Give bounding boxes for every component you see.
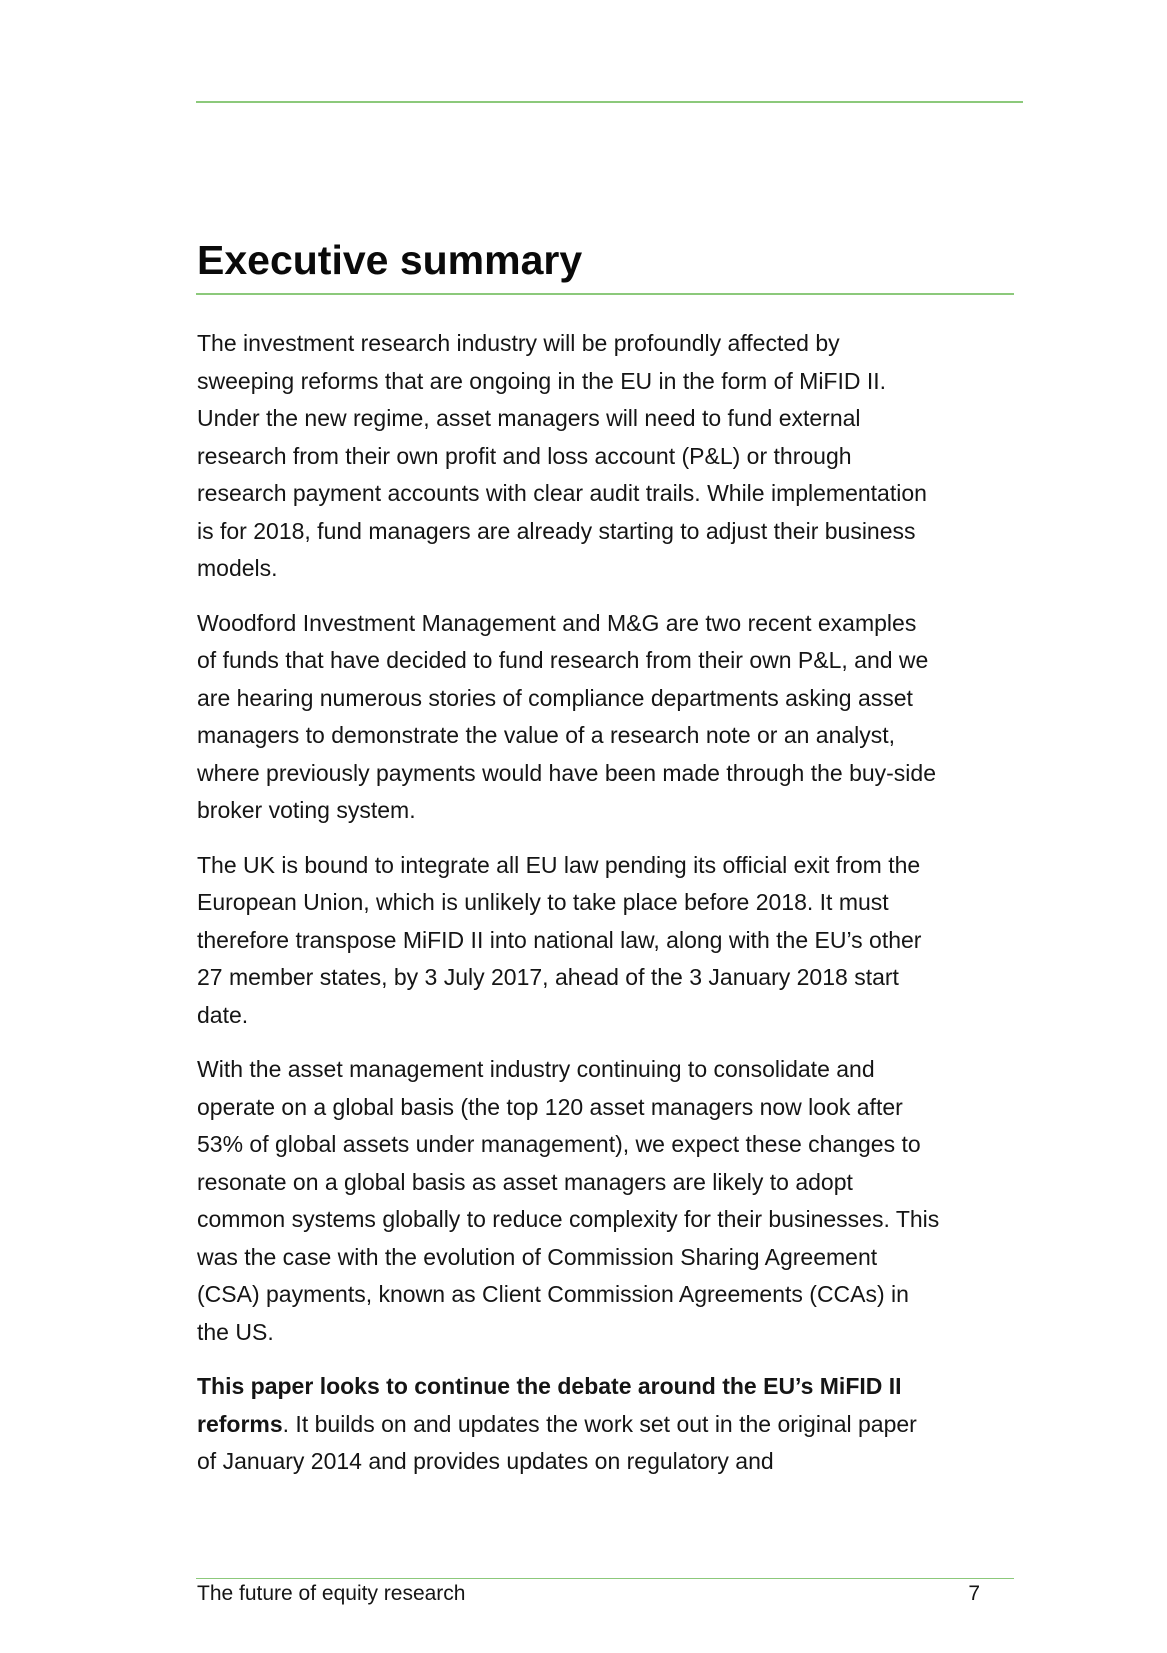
text-line: therefore transpose MiFID II into national law, along with the EU’s other — [197, 926, 922, 953]
text-line: date. — [197, 1001, 249, 1028]
text-line: research payment accounts with clear audit trails. While implementation — [197, 480, 927, 506]
paragraph-3 — [197, 847, 1037, 1035]
text-line: models. — [197, 555, 278, 581]
text-line: of funds that have decided to fund research from their own P&L, and we — [197, 647, 929, 673]
page-number: 7 — [968, 1582, 980, 1605]
text-line: was the case with the evolution of Commission Sharing Agreement — [197, 1243, 878, 1270]
heading-underline — [196, 293, 1014, 295]
text-line: 53% of global assets under management), we expect these changes to — [197, 1131, 921, 1157]
text-line: sweeping reforms that are ongoing in the EU in the form of MiFID II. — [197, 367, 887, 394]
text-line: broker voting system. — [197, 797, 416, 823]
bold-lead-text: This paper looks to continue the debate around the EU’s MiFID II — [197, 1373, 902, 1399]
text-line: is for 2018, fund managers are already starting to adjust their business — [197, 517, 916, 544]
body-text — [197, 325, 1037, 1498]
text-line: European Union, which is unlikely to take place before 2018. It must — [197, 889, 889, 915]
text-line: resonate on a global basis as asset managers are likely to adopt — [197, 1168, 853, 1195]
text-line: where previously payments would have been made through the buy-side — [197, 759, 936, 786]
text-line: (CSA) payments, known as Client Commission Agreements (CCAs) in — [197, 1281, 909, 1307]
text-line: common systems globally to reduce complexity for their businesses. This — [197, 1206, 940, 1232]
text-line: . It builds on and updates the work set out in the original paper — [282, 1410, 917, 1437]
text-line: research from their own profit and loss account (P&L) or through — [197, 442, 852, 469]
text-line: managers to demonstrate the value of a research note or an analyst, — [197, 722, 896, 748]
header-rule — [196, 101, 1023, 103]
text-line: 27 member states, by 3 July 2017, ahead of the 3 January 2018 start — [197, 964, 899, 990]
paragraph-1 — [197, 325, 1037, 588]
text-line: are hearing numerous stories of compliance departments asking asset — [197, 684, 913, 711]
paragraph-5 — [197, 1368, 1037, 1481]
text-line: The investment research industry will be profoundly affected by — [197, 330, 840, 356]
text-line: the US. — [197, 1318, 274, 1345]
footer-document-title: The future of equity research — [197, 1582, 466, 1605]
bold-lead-text: reforms — [197, 1410, 283, 1437]
paragraph-2 — [197, 605, 1037, 830]
text-line: operate on a global basis (the top 120 asset managers now look after — [197, 1093, 903, 1120]
text-line: The UK is bound to integrate all EU law pending its official exit from the — [197, 851, 921, 878]
text-line: of January 2014 and provides updates on regulatory and — [197, 1448, 774, 1474]
paragraph-4 — [197, 1051, 1037, 1351]
page-title: Executive summary — [197, 237, 583, 283]
text-line: Under the new regime, asset managers will need to fund external — [197, 405, 861, 431]
text-line: Woodford Investment Management and M&G are two recent examples — [197, 609, 917, 636]
text-line: With the asset management industry continuing to consolidate and — [197, 1056, 875, 1082]
